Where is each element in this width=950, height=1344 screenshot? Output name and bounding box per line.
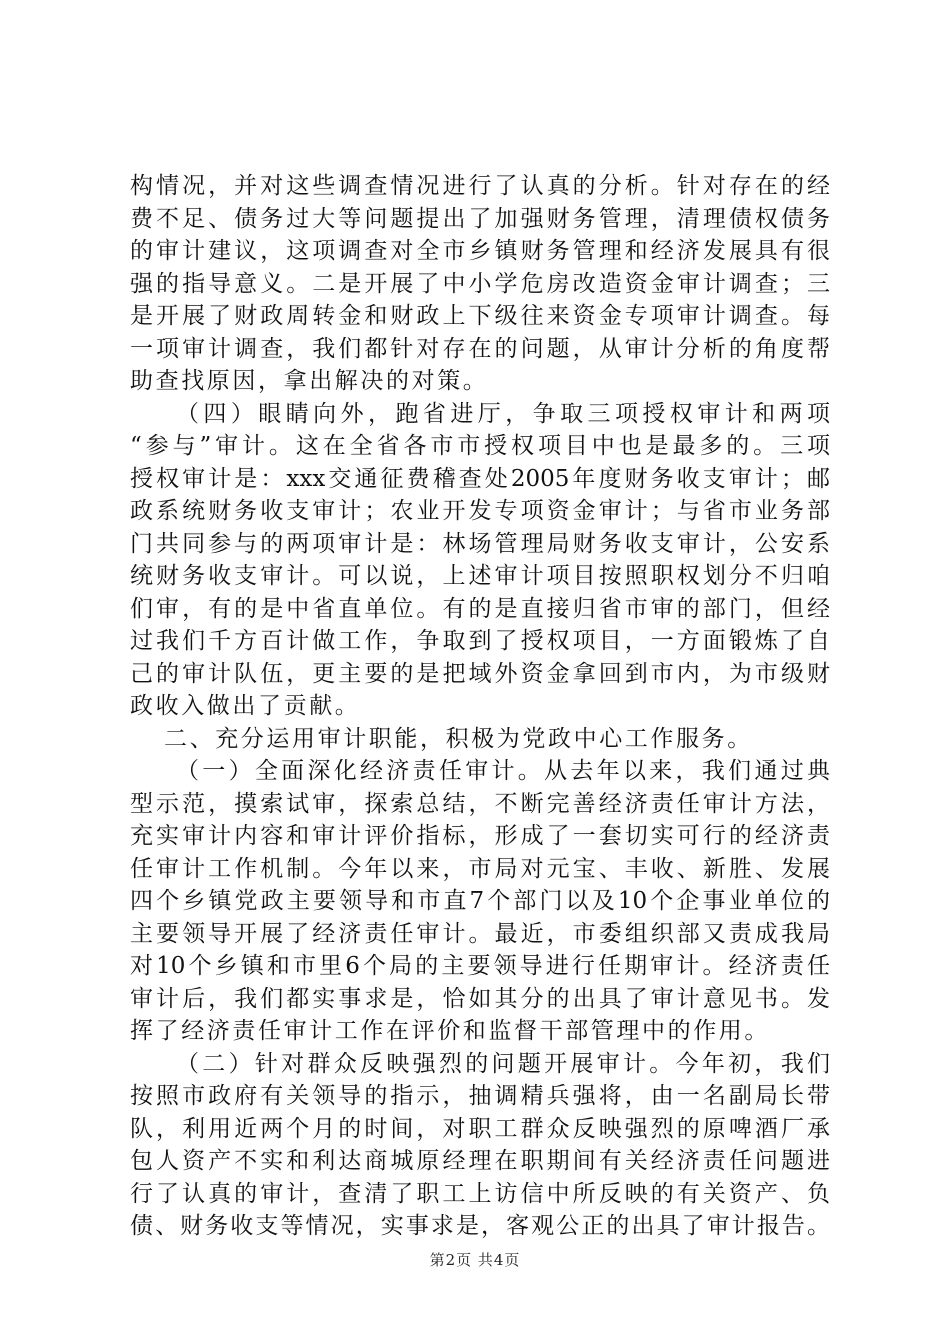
text-line: “参与”审计。这在全省各市市授权项目中也是最多的。三项 (130, 433, 830, 459)
text-line: 强的指导意义。二是开展了中小学危房改造资金审计调查；三 (130, 270, 830, 297)
text-line: 费不足、债务过大等问题提出了加强财务管理，清理债权债务 (130, 205, 830, 232)
paragraph-heading: （一）全面深化经济责任审计。从去年以来，我们通过典 (176, 758, 830, 784)
text-line: 按照市政府有关领导的指示，抽调精兵强将，由一名副局长带 (130, 1083, 830, 1109)
text-line: 对10个乡镇和市里6个局的主要领导进行任期审计。经济责任 (130, 953, 830, 979)
text-line: 门共同参与的两项审计是：林场管理局财务收支审计，公安系 (130, 530, 830, 557)
text-line: 型示范，摸索试审，探索总结，不断完善经济责任审计方法， (130, 790, 830, 817)
text-line: 授权审计是：xxx交通征费稽查处2005年度财务收支审计；邮 (130, 465, 830, 492)
text-line: 充实审计内容和审计评价指标，形成了一套切实可行的经济责 (130, 823, 830, 849)
text-line: 队，利用近两个月的时间，对职工群众反映强烈的原啤酒厂承 (130, 1115, 830, 1142)
text-line: 政收入做出了贡献。 (130, 693, 361, 719)
text-line: 政系统财务收支审计；农业开发专项资金审计；与省市业务部 (130, 498, 830, 524)
text-line: 任审计工作机制。今年以来，市局对元宝、丰收、新胜、发展 (130, 855, 830, 882)
text-line: 是开展了财政周转金和财政上下级往来资金专项审计调查。每 (130, 303, 830, 329)
section-heading: 二、充分运用审计职能，积极为党政中心工作服务。 (164, 725, 753, 752)
text-line: 的审计建议，这项调查对全市乡镇财务管理和经济发展具有很 (130, 238, 830, 264)
text-line: 助查找原因，拿出解决的对策。 (130, 368, 489, 394)
text-line: 审计后，我们都实事求是，恰如其分的出具了审计意见书。发 (130, 985, 830, 1012)
paragraph-heading: （二）针对群众反映强烈的问题开展审计。今年初，我们 (176, 1050, 830, 1077)
text-line: 构情况，并对这些调查情况进行了认真的分析。针对存在的经 (130, 173, 830, 199)
text-line: 包人资产不实和利达商城原经理在职期间有关经济责任问题进 (130, 1148, 830, 1174)
text-line: 过我们千方百计做工作，争取到了授权项目，一方面锻炼了自 (130, 628, 830, 654)
text-line: 一项审计调查，我们都针对存在的问题，从审计分析的角度帮 (130, 335, 830, 362)
body-text (130, 170, 830, 1243)
text-line: 统财务收支审计。可以说，上述审计项目按照职权划分不归咱 (130, 563, 830, 589)
text-line: 们审，有的是中省直单位。有的是直接归省市审的部门，但经 (130, 595, 830, 622)
paragraph-heading: （四）眼睛向外，跑省进厅，争取三项授权审计和两项 (176, 400, 830, 427)
text-line: 四个乡镇党政主要领导和市直7个部门以及10个企事业单位的 (130, 888, 830, 914)
page-number-footer: 第2页 共4页 (429, 1251, 521, 1269)
text-line: 主要领导开展了经济责任审计。最近，市委组织部又责成我局 (130, 920, 830, 947)
text-line: 行了认真的审计，查清了职工上访信中所反映的有关资产、负 (130, 1180, 830, 1207)
text-line: 己的审计队伍，更主要的是把域外资金拿回到市内，为市级财 (130, 660, 830, 687)
text-line: 挥了经济责任审计工作在评价和监督干部管理中的作用。 (130, 1018, 770, 1044)
text-line: 债、财务收支等情况，实事求是，客观公正的出具了审计报告。 (130, 1213, 830, 1239)
